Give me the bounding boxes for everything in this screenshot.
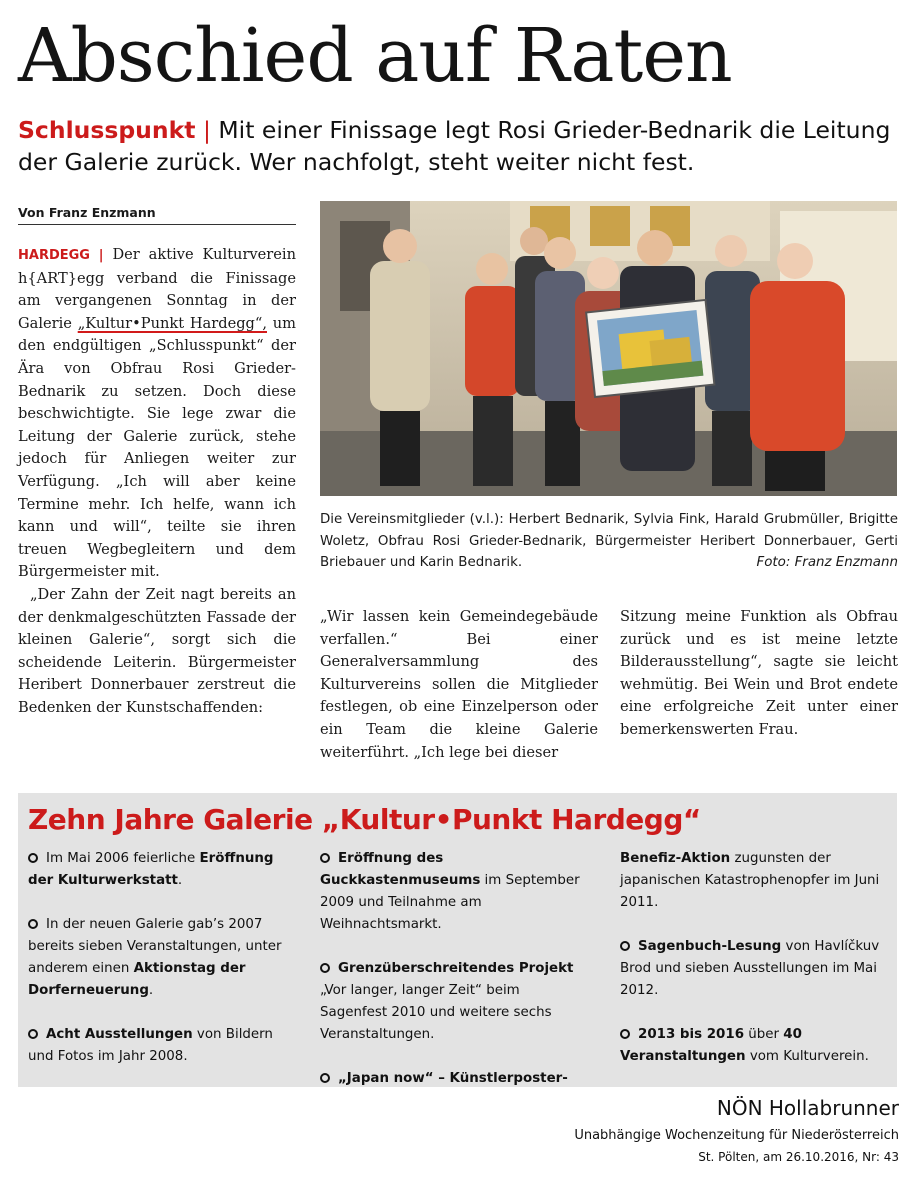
article-text: Der aktive Kulturverein h{ART}egg verband die Finissage am vergangenen Sonntag in der Galerie [18, 246, 296, 332]
publication-name: NÖN Hollabrunner [716, 1096, 899, 1120]
caption-text: Die Vereinsmitglieder (v.l.): Herbert Bednarik, Sylvia Fink, Harald Grubmüller, Brigitte Woletz, Obfrau Rosi Grieder-Bednarik, Bürgermeister Heribert Donnerbauer, Gerti Briebauer und Karin Bednarik. [320, 512, 898, 570]
article-paragraph: „Der Zahn der Zeit nagt bereits an der denkmalgeschützten Fassade der kleinen Galerie“, sorgt sich die scheidende Leiterin. Bürgermeister Heribert Donnerbauer zerstreut die Bedenken der Kunstschaffenden: [18, 585, 296, 716]
timeline-item: Eröffnung des Guckkastenmuseums im September 2009 und Teilnahme am Weihnachtsmarkt. [320, 851, 580, 932]
article-column-2 [320, 606, 598, 764]
deck-separator: | [202, 116, 211, 144]
dateline: HARDEGG | [18, 248, 104, 263]
article-column-3 [620, 606, 898, 742]
bullet-icon [28, 919, 38, 929]
deck [18, 114, 908, 178]
bullet-icon [28, 1029, 38, 1039]
photo-credit: Foto: Franz Enzmann [756, 555, 898, 570]
photo-illustration [320, 201, 897, 496]
bullet-icon [320, 1073, 330, 1083]
photo-caption [320, 509, 898, 574]
publication-issue: St. Pölten, am 26.10.2016, Nr: 43 [698, 1150, 899, 1164]
publication-tagline: Unabhängige Wochenzeitung für Niederösterreich [574, 1128, 899, 1143]
article-paragraph: „Wir lassen kein Gemeindegebäude verfallen.“ Bei einer Generalversammlung des Kulturvereins sollen die Mitglieder festlegen, ob eine Einzelperson oder ein Team die kleine Galerie weiterführt. „Ich lege bei dieser [320, 608, 598, 761]
bullet-icon [28, 853, 38, 863]
timeline-item: In der neuen Galerie gab’s 2007 bereits sieben Veranstaltungen, unter anderem einen Aktionstag der Dorferneuerung. [28, 917, 282, 998]
group-photo [320, 201, 897, 496]
deck-kicker: Schlusspunkt [18, 116, 196, 144]
timeline-item: 2013 bis 2016 über 40 Veranstaltungen vom Kulturverein. [620, 1027, 869, 1064]
article-column-1 [18, 244, 296, 719]
article-text: um den endgültigen „Schlusspunkt“ der Ära von Obfrau Rosi Grieder-Bednarik zu setzen. Doch diese beschwichtigte. Sie lege zwar die Leitung der Galerie zurück, stehe jedoch für Anliegen weiter zur Verfügung. „Ich will aber keine Termine mehr. Ich helfe, wann ich kann und will“, teilte sie ihren treuen Wegbegleitern und dem Bürgermeister mit. [18, 314, 296, 581]
timeline-item: Benefiz-Aktion zugunsten der japanischen Katastrophenopfer im Juni 2011. [620, 851, 880, 910]
info-box-column-3 [620, 848, 890, 1090]
bullet-icon [320, 853, 330, 863]
info-box-column-2 [320, 848, 590, 1112]
bullet-icon [320, 963, 330, 973]
info-box-column-1 [28, 848, 290, 1090]
headline: Abschied auf Raten [18, 13, 732, 99]
bullet-icon [620, 1029, 630, 1039]
article-paragraph: Sitzung meine Funktion als Obfrau zurück und es ist meine letzte Bilderausstellung“, sagte sie leicht wehmütig. Bei Wein und Brot endete eine erfolgreiche Zeit unter einer bemerkenswerten Frau. [620, 608, 898, 738]
deck-text: Mit einer Finissage legt Rosi Grieder-Bednarik die Leitung der Galerie zurück. Wer nachfolgt, steht weiter nicht fest. [18, 116, 891, 176]
bullet-icon [620, 941, 630, 951]
byline: Von Franz Enzmann [18, 205, 296, 225]
timeline-item: „Japan now“ – Künstlerposter- [320, 1068, 590, 1090]
timeline-item: Sagenbuch-Lesung von Havlíčkuv Brod und sieben Ausstellungen im Mai 2012. [620, 939, 880, 998]
timeline-item: Acht Ausstellungen von Bildern und Fotos im Jahr 2008. [28, 1027, 273, 1064]
gallery-name: „Kultur•Punkt Hardegg“, [77, 314, 267, 332]
info-box-title: Zehn Jahre Galerie „Kultur•Punkt Hardegg“ [28, 803, 701, 836]
timeline-item: Grenzüberschreitendes Projekt „Vor langer, langer Zeit“ beim Sagenfest 2010 und weitere sechs Veranstaltungen. [320, 961, 574, 1042]
timeline-item: Im Mai 2006 feierliche Eröffnung der Kulturwerkstatt. [28, 851, 274, 888]
